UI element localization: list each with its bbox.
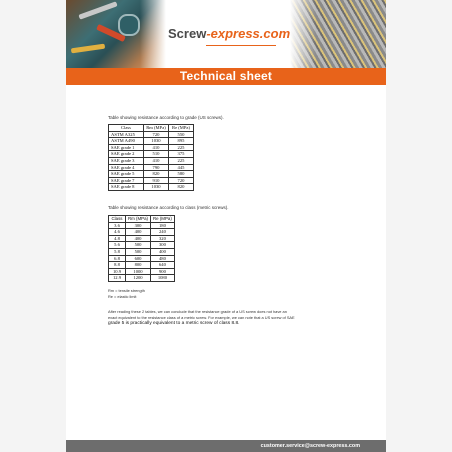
table-row [109,262,175,269]
table-cell: 3.6 [109,222,126,229]
table-row [109,275,175,282]
conclusion-paragraph [108,309,334,328]
table-row [109,229,175,236]
table-cell: 300 [151,242,175,249]
table-cell: 895 [169,138,194,145]
column-header: Re (MPa) [169,125,194,132]
table-row [109,235,175,242]
table-row [109,255,175,262]
table-row [109,184,194,191]
table-cell: 180 [151,222,175,229]
table-cell: SAE grade 7 [109,177,144,184]
table-cell: 5.6 [109,242,126,249]
table-cell: SAE grade 1 [109,144,144,151]
column-header: Class [109,125,144,132]
grade-resistance-table [108,124,194,191]
table-cell: 240 [151,229,175,236]
column-header: Re (MPa) [151,216,175,223]
table-cell: 580 [169,171,194,178]
table-cell: 225 [169,144,194,151]
table-cell: 375 [169,151,194,158]
table-cell: 400 [151,248,175,255]
table-cell: 400 [126,235,151,242]
conclusion-line: grade 5 is practically equivalent to a metric screw of class 8.8. [108,321,240,327]
table-row [109,131,194,138]
table-header-row [109,216,175,223]
table-cell: 910 [144,177,169,184]
table-cell: 1030 [144,138,169,145]
table-cell: 10.9 [109,268,126,275]
table-row [109,242,175,249]
table-cell: 4.8 [109,235,126,242]
table-cell: 510 [144,151,169,158]
column-header: Rm (MPa) [144,125,169,132]
table-cell: 1200 [126,275,151,282]
class-table-caption: Table showing resistance according to class (metric screws). [108,205,229,210]
table-cell: 320 [151,235,175,242]
table-cell: 800 [126,262,151,269]
table-cell: 640 [151,262,175,269]
table-cell: 600 [126,255,151,262]
logo-swoosh [206,45,276,46]
table-cell: SAE grade 4 [109,164,144,171]
table-cell: 4.6 [109,229,126,236]
table-cell: 500 [126,248,151,255]
table-cell: 820 [144,171,169,178]
contact-email[interactable]: customer.service@screw-express.com [260,443,360,449]
table-cell: 400 [126,229,151,236]
document-page [66,0,386,452]
column-header: Rm (MPa) [126,216,151,223]
table-cell: ASTM A490 [109,138,144,145]
table-header-row [109,125,194,132]
site-logo [168,26,294,44]
page-title: Technical sheet [179,69,273,83]
grade-table-caption: Table showing resistance according to grade (US screws). [108,115,224,120]
table-cell: SAE grade 5 [109,171,144,178]
table-cell: 480 [151,255,175,262]
workshop-photo [66,0,166,68]
rm-definition: Rm = tensile strength [108,288,145,293]
class-resistance-table [108,215,175,282]
table-row [109,151,194,158]
screws-photo [290,0,386,68]
table-row [109,157,194,164]
table-cell: 6.8 [109,255,126,262]
table-cell: 720 [144,131,169,138]
table-cell: 300 [126,222,151,229]
table-cell: 1000 [126,268,151,275]
table-cell: 1080 [151,275,175,282]
table-cell: SAE grade 8 [109,184,144,191]
table-row [109,177,194,184]
re-definition: Re = elastic limit [108,294,137,299]
table-row [109,171,194,178]
logo-text-main: Screw [168,26,207,41]
table-row [109,248,175,255]
table-cell: SAE grade 2 [109,151,144,158]
table-cell: 820 [169,184,194,191]
table-cell: SAE grade 3 [109,157,144,164]
table-cell: 720 [169,177,194,184]
conclusion-line: After reading these 2 tables, we can conclude that the resistance grade of a US screw does not have an [108,309,287,314]
table-cell: 445 [169,164,194,171]
table-cell: 900 [151,268,175,275]
table-cell: 8.8 [109,262,126,269]
table-cell: 12.9 [109,275,126,282]
title-bar [66,68,386,85]
table-cell: ASTM A325 [109,131,144,138]
table-cell: 5.8 [109,248,126,255]
table-cell: 410 [144,144,169,151]
table-row [109,164,194,171]
table-cell: 550 [169,131,194,138]
table-row [109,222,175,229]
table-cell: 790 [144,164,169,171]
logo-text-domain: -express.com [206,26,291,41]
table-cell: 225 [169,157,194,164]
table-row [109,138,194,145]
conclusion-line: exact equivalent to the resistance class of a metric screw. For example, we can note that a US screw of SAE [108,315,295,321]
table-cell: 500 [126,242,151,249]
column-header: Class [109,216,126,223]
table-row [109,144,194,151]
table-cell: 410 [144,157,169,164]
header-banner [66,0,386,68]
table-cell: 1030 [144,184,169,191]
table-row [109,268,175,275]
footer-bar [66,440,386,452]
